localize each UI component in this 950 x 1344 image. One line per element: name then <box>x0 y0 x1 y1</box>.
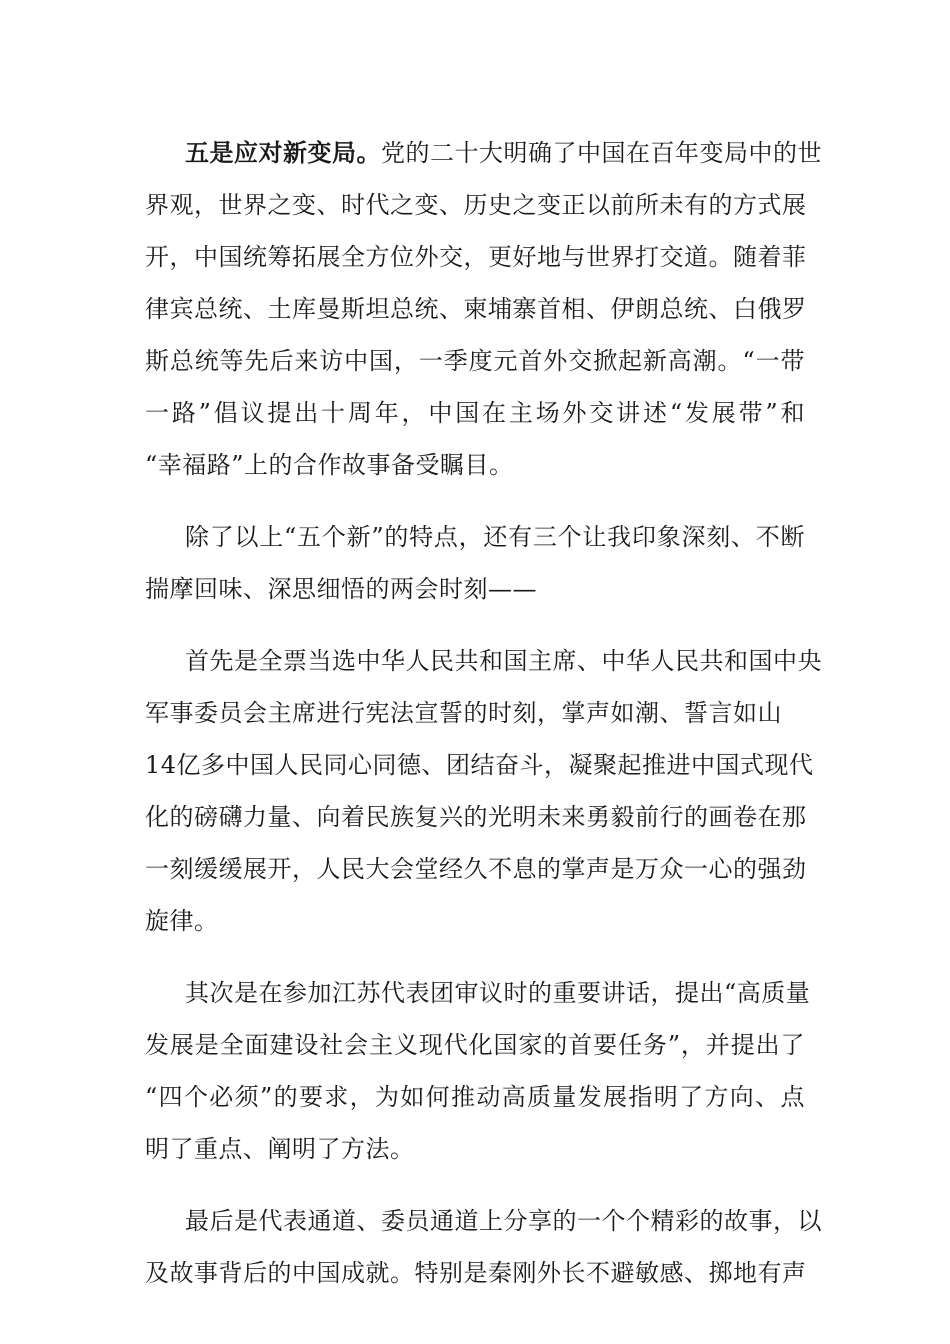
paragraph-gap <box>145 615 805 635</box>
paragraph <box>145 511 805 615</box>
text-line: 界观，世界之变、时代之变、历史之变正以前所未有的方式展 <box>145 191 807 219</box>
text-line: 一刻缓缓展开，人民大会堂经久不息的掌声是万众一心的强劲 <box>145 855 807 883</box>
text-line: 发展是全面建设社会主义现代化国家的首要任务”，并提出了 <box>145 1031 805 1059</box>
text-line: 一路”倡议提出十周年，中国在主场外交讲述“发展带”和 <box>145 399 805 427</box>
bold-heading: 五是应对新变局。 <box>185 138 381 167</box>
text-line: 14亿多中国人民同心同德、团结奋斗，凝聚起推进中国式现代 <box>145 751 814 779</box>
text-line: 除了以上“五个新”的特点，还有三个让我印象深刻、不断 <box>185 523 805 551</box>
text-line: 律宾总统、土库曼斯坦总统、柬埔寨首相、伊朗总统、白俄罗 <box>145 295 807 323</box>
text-line: 军事委员会主席进行宪法宣誓的时刻，掌声如潮、誓言如山 <box>145 699 782 727</box>
paragraph-gap <box>145 947 805 967</box>
paragraph-gap <box>145 491 805 511</box>
text-line: 化的磅礴力量、向着民族复兴的光明未来勇毅前行的画卷在那 <box>145 803 807 831</box>
text-line: 揣摩回味、深思细悟的两会时刻—— <box>145 575 537 603</box>
paragraph <box>145 127 822 491</box>
text-line: 斯总统等先后来访中国，一季度元首外交掀起新高潮。“一带 <box>145 347 805 375</box>
document-body <box>145 127 822 1299</box>
text-run: 党的二十大明确了中国在百年变局中的世 <box>381 139 822 167</box>
text-line: 明了重点、阐明了方法。 <box>145 1135 415 1163</box>
text-line: 首先是全票当选中华人民共和国主席、中华人民共和国中央 <box>185 647 822 675</box>
text-line: 旋律。 <box>145 907 219 935</box>
text-line: 最后是代表通道、委员通道上分享的一个个精彩的故事，以 <box>185 1207 822 1235</box>
text-line: 开，中国统筹拓展全方位外交，更好地与世界打交道。随着菲 <box>145 243 807 271</box>
text-line: “四个必须”的要求，为如何推动高质量发展指明了方向、点 <box>145 1083 805 1111</box>
paragraph-gap <box>145 1175 805 1195</box>
text-line: 及故事背后的中国成就。特别是秦刚外长不避敏感、掷地有声 <box>145 1259 807 1287</box>
text-line <box>145 127 822 179</box>
paragraph <box>145 967 811 1175</box>
text-line: 其次是在参加江苏代表团审议时的重要讲话，提出“高质量 <box>185 979 811 1007</box>
paragraph <box>145 635 822 947</box>
paragraph <box>145 1195 822 1299</box>
text-line: “幸福路”上的合作故事备受瞩目。 <box>145 451 514 479</box>
